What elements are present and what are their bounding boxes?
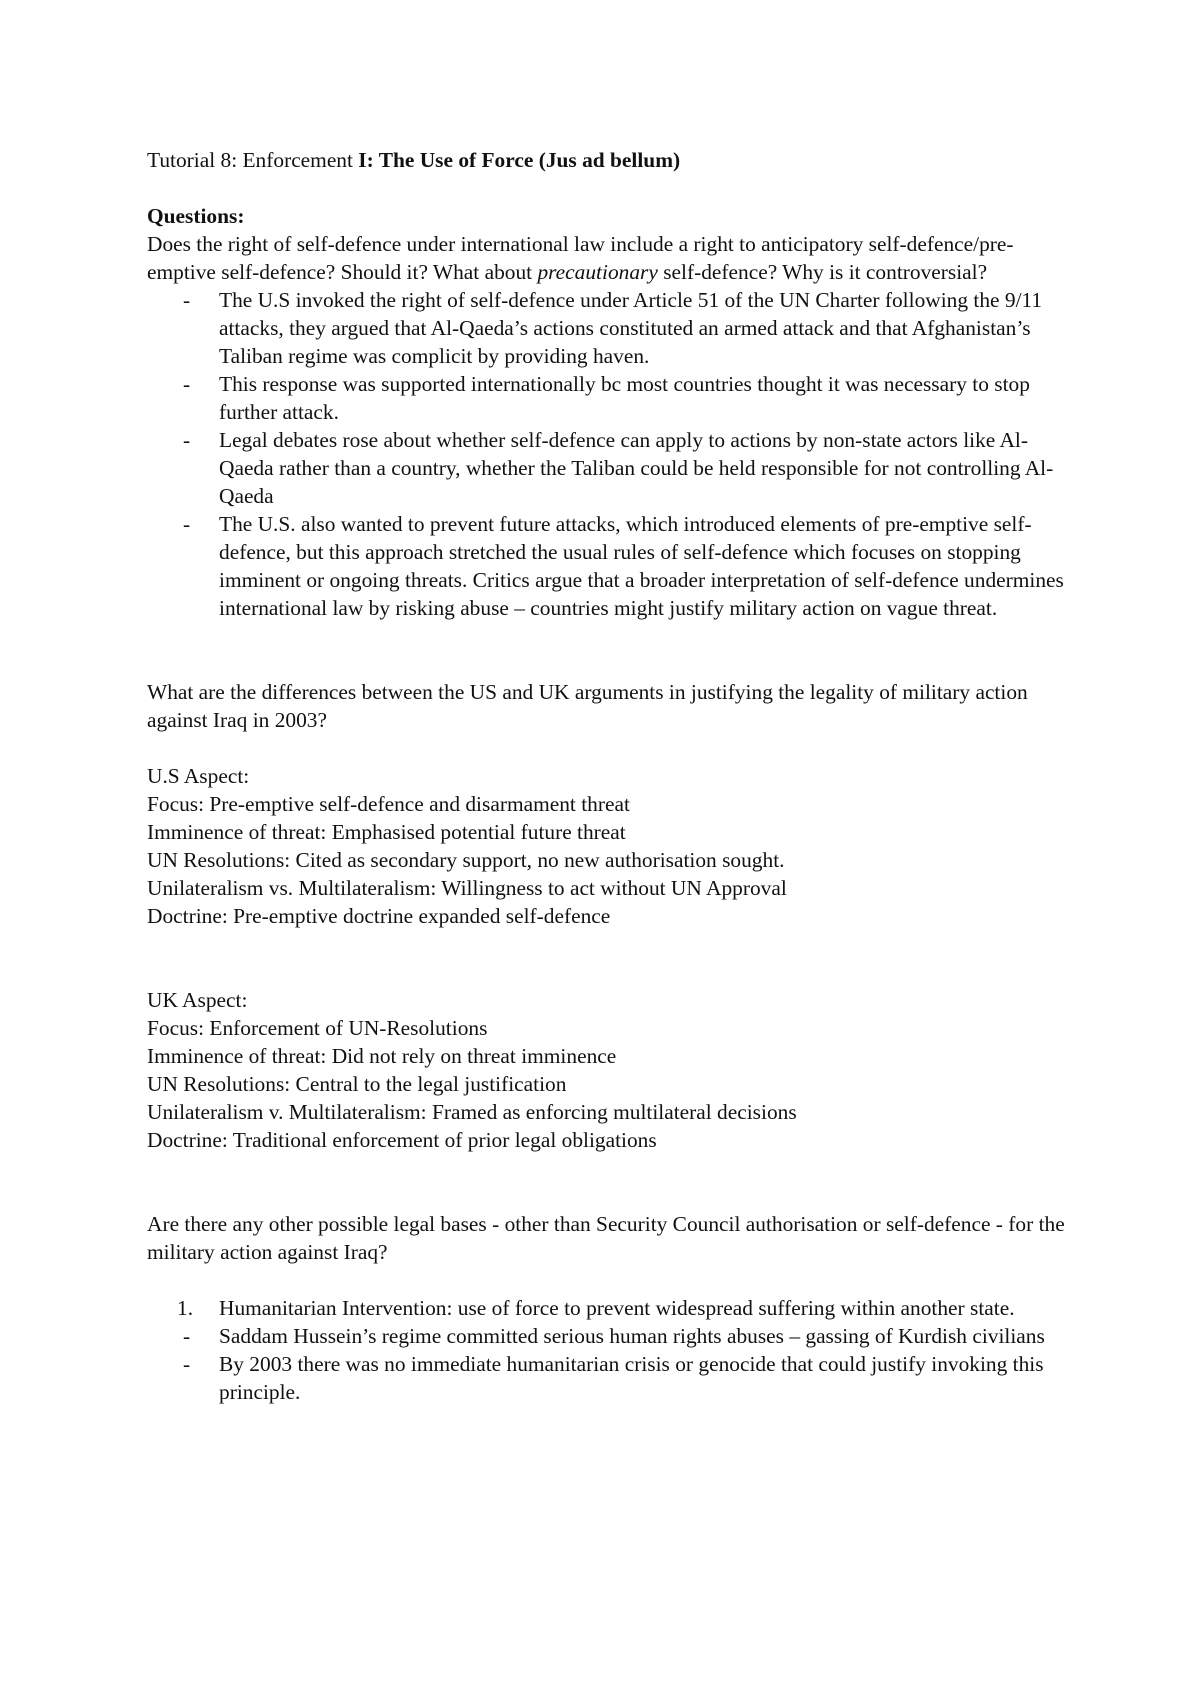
question-1-text-after: self-defence? Why is it controversial? — [657, 260, 988, 284]
question-1-text-before: Does the right of self-defence under international law include a right to anticipatory self-defence/pre-emptive self-defence? Should it? What about — [147, 232, 1014, 284]
question-1-italic: precautionary — [537, 260, 658, 284]
numbered-item-text: Humanitarian Intervention: use of force to prevent widespread suffering within another state. — [219, 1296, 1015, 1320]
uk-aspect-line: Imminence of threat: Did not rely on threat imminence — [147, 1044, 617, 1068]
uk-aspect-section — [147, 986, 1077, 1154]
us-aspect-line: Unilateralism vs. Multilateralism: Willingness to act without UN Approval — [147, 876, 787, 900]
uk-aspect-line: Focus: Enforcement of UN-Resolutions — [147, 1016, 488, 1040]
dash-marker: - — [183, 372, 191, 396]
numbered-item — [147, 1294, 1077, 1322]
uk-aspect-line: Unilateralism v. Multilateralism: Framed as enforcing multilateral decisions — [147, 1100, 797, 1124]
us-aspect-section — [147, 762, 1077, 930]
list-item — [147, 426, 1077, 510]
spacer — [147, 930, 1077, 986]
list-item — [147, 1350, 1077, 1406]
spacer — [147, 174, 1077, 202]
document-title — [147, 146, 1077, 174]
question-1-bullets — [147, 286, 1077, 622]
us-aspect-line: UN Resolutions: Cited as secondary support, no new authorisation sought. — [147, 848, 785, 872]
question-3-numbered-list — [147, 1294, 1077, 1322]
dash-marker: - — [183, 512, 191, 536]
list-item-text: Saddam Hussein’s regime committed serious human rights abuses – gassing of Kurdish civilians — [219, 1324, 1045, 1348]
spacer — [147, 734, 1077, 762]
dash-marker: - — [183, 1352, 191, 1376]
question-3: Are there any other possible legal bases - other than Security Council authorisation or self-defence - for the military action against Iraq? — [147, 1212, 1065, 1264]
uk-aspect-line: Doctrine: Traditional enforcement of prior legal obligations — [147, 1128, 657, 1152]
us-aspect-line: Focus: Pre-emptive self-defence and disarmament threat — [147, 792, 630, 816]
dash-marker: - — [183, 1324, 191, 1348]
us-aspect-line: Imminence of threat: Emphasised potential future threat — [147, 820, 626, 844]
list-item-text: By 2003 there was no immediate humanitarian crisis or genocide that could justify invoking this principle. — [219, 1352, 1044, 1404]
list-item-text: The U.S invoked the right of self-defence under Article 51 of the UN Charter following the 9/11 attacks, they argued that Al-Qaeda’s actions constituted an armed attack and that Afghanistan’s Taliban regime was complicit by providing haven. — [219, 288, 1043, 368]
dash-marker: - — [183, 288, 191, 312]
uk-aspect-heading: UK Aspect: — [147, 988, 248, 1012]
question-3-bullets — [147, 1322, 1077, 1406]
list-item — [147, 370, 1077, 426]
list-item — [147, 286, 1077, 370]
us-aspect-line: Doctrine: Pre-emptive doctrine expanded self-defence — [147, 904, 611, 928]
list-item-text: Legal debates rose about whether self-defence can apply to actions by non-state actors like Al-Qaeda rather than a country, whether the Taliban could be held responsible for not controlling Al-Qaeda — [219, 428, 1054, 508]
title-bold: I: The Use of Force (Jus ad bellum) — [358, 148, 681, 172]
item-number: 1. — [177, 1296, 194, 1320]
dash-marker: - — [183, 428, 191, 452]
question-1 — [147, 230, 1077, 286]
spacer — [147, 1266, 1077, 1294]
document-page — [147, 146, 1077, 1406]
spacer — [147, 1154, 1077, 1210]
list-item-text: This response was supported internationally bc most countries thought it was necessary to stop further attack. — [219, 372, 1030, 424]
questions-heading: Questions: — [147, 204, 245, 228]
us-aspect-heading: U.S Aspect: — [147, 764, 250, 788]
list-item — [147, 1322, 1077, 1350]
uk-aspect-line: UN Resolutions: Central to the legal justification — [147, 1072, 567, 1096]
list-item — [147, 510, 1077, 622]
question-2: What are the differences between the US and UK arguments in justifying the legality of military action against Iraq in 2003? — [147, 680, 1028, 732]
list-item-text: The U.S. also wanted to prevent future attacks, which introduced elements of pre-emptive self-defence, but this approach stretched the usual rules of self-defence which focuses on stopping imminent or ongoing threats. Critics argue that a broader interpretation of self-defence undermines international law by risking abuse – countries might justify military action on vague threat. — [219, 512, 1064, 620]
spacer — [147, 622, 1077, 678]
title-prefix: Tutorial 8: Enforcement — [147, 148, 359, 172]
